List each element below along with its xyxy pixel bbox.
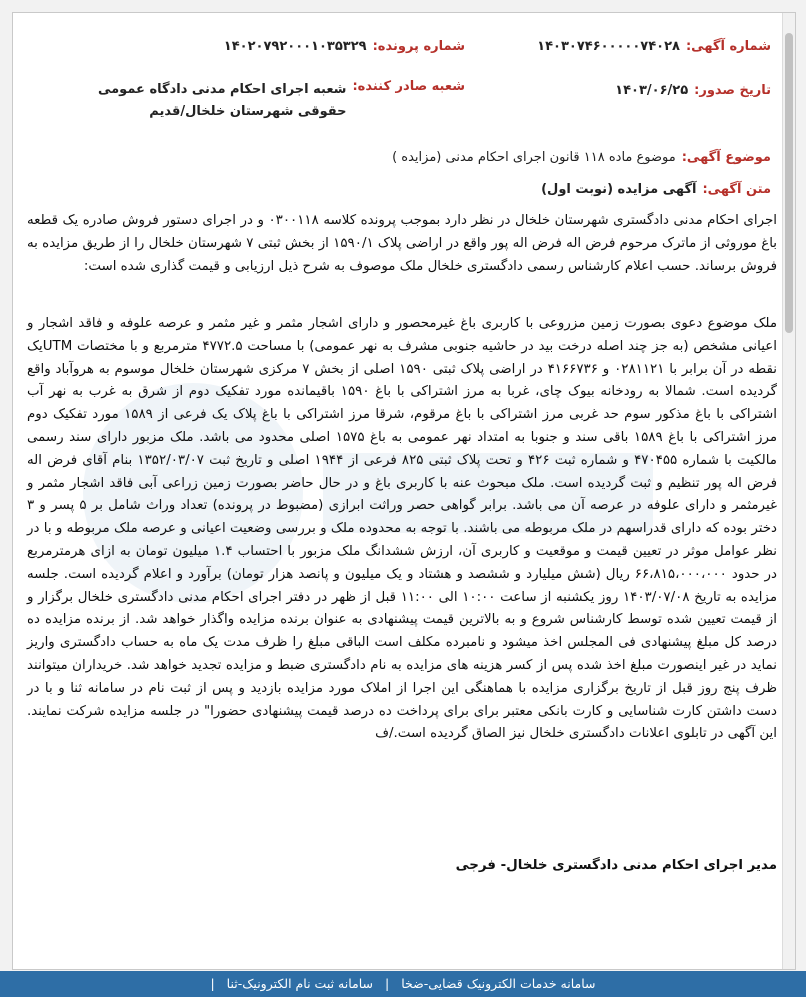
subject-value: موضوع ماده ۱۱۸ قانون اجرای احکام مدنی (مزایده ) — [392, 150, 676, 165]
document-page — [12, 12, 796, 970]
footer-bar — [0, 971, 806, 997]
issuer-row — [25, 79, 465, 123]
case-number-row — [224, 39, 465, 54]
issuer-value: شعبه اجرای احکام مدنی دادگاه عمومی حقوقی شهرستان خلخال/قدیم — [97, 82, 347, 119]
ad-number-row — [537, 39, 771, 54]
issue-date-label: تاریخ صدور: — [694, 83, 771, 98]
case-number-value: ۱۴۰۲۰۷۹۲۰۰۰۱۰۳۵۳۲۹ — [223, 39, 367, 54]
footer-link-sana[interactable]: سامانه ثبت نام الکترونیک-ثنا — [226, 976, 374, 991]
ad-title-row — [541, 182, 771, 197]
footer-link-zokha[interactable]: سامانه خدمات الکترونیک قضایی-ضخا — [401, 976, 596, 991]
subject-label: موضوع آگهی: — [681, 150, 771, 165]
ad-paragraph-details: ملک موضوع دعوی بصورت زمین مزروعی با کاربری باغ غیرمحصور و دارای اشجار مثمر و غیر مثمر و عرصه علوفه و فاقد اشجار و اعیانی مشخص (به جز چند اصله درخت بید در حاشیه جنوبی مشرف به نهر عمومی) با مساحت ۴۷۷۲.۵ مترمربع و با مختصات UTMیک نقطه در آن برابر با ۰۲۸۱۱۲۱ و ۴۱۶۶۷۳۶ در اراضی پلاک ثبتی ۱۵۹۰ اصلی از بخش ۷ مرکزی شهرستان خلخال موسوم به هروآباد واقع گردیده است. شمالا به رودخانه بیوک چای، غربا به مرز اشتراکی با باغ ۱۵۹۰ باقیمانده مورد تفکیک دوم از شرق به غرب به نهر آب اشتراکی با باغ مذکور سوم حد غربی مرز اشتراکی با باغ مرقوم، شرقا مرز اشتراکی با باغ پلاک یک فرعی از ۱۵۸۹ مورد تفکیک دوم مرز اشتراکی با باغ ۱۵۸۹ باقی سند و جنوبا به امتداد نهر عمومی به باغ ۱۵۷۵ اصلی محدود می باشد. ملک مزبور دارای سند رسمی مالکیت با شماره ۴۷۰۴۵۵ و شماره ثبت ۴۲۶ و تحت پلاک ثبتی ۸۲۵ فرعی از ۱۹۴۴ اصلی و تاریخ ثبت ۱۳۵۲/۰۳/۰۷ بنام آقای فرض اله فرض اله پور تنظیم و ثبت گردیده است. ملک مبحوث عنه با کاربری باغ و در حال حاضر بصورت زمین زراعی آبی فاقد اشجار مثمر و غیرمثمر و دارای علوفه در عرصه آن می باشد. برابر گواهی حصر وراثت ابرازی (مضبوط در پرونده) تعداد وراث شامل بر ۵ پسر و ۳ دختر بوده که دارای قدراسهم در ملک مربوطه می باشند. با توجه به محدوده ملک و بررسی وضعیت اعیانی و عرصه ملک مربوطه و با در نظر عوامل موثر در تعیین قیمت و موقعیت و کاربری آن، ارزش ششدانگ ملک مزبور با احتساب ۱.۴ میلیون تومان به ازای هرمترمربع در حدود ۶۶،۸۱۵،۰۰۰،۰۰۰ ریال (شش میلیارد و ششصد و هشتاد و یک میلیون و پانصد هزار تومان) برآورد و اعلام گردیده است. جلسه مزایده به تاریخ ۱۴۰۳/۰۷/۰۸ روز یکشنبه از ساعت ۱۰:۰۰ الی ۱۱:۰۰ قبل از ظهر در دفتر اجرای احکام مدنی دادگستری خلخال برگزار و از قیمت تعیین شده توسط کارشناس شروع و به بالاترین قیمت پیشنهادی به عنوان برنده مزایده واگذار خواهد شد. از برنده مزایده ده درصد کل مبلغ پیشنهادی فی المجلس اخذ میشود و نامبرده مکلف است الباقی مبلغ را ظرف مدت یک ماه به حساب دادگستری واریز نماید در غیر اینصورت مبلغ اخذ شده پس از کسر هزینه های مزایده به نام دادگستری ضبط و مزایده تجدید خواهد شد. خریداران میتوانند ظرف پنج روز قبل از تاریخ برگزاری مزایده با هماهنگی این اجرا از املاک مورد مزایده بازدید و پس از ثبت نام در سامانه ثنا و با در دست داشتن کارت شناسایی و کارت بانکی معتبر برای برای پرداخت ده درصد قیمت پیشنهادی حضورا" در جلسه مزایده شرکت نمایند. این آگهی در تابلوی اعلانات دادگستری خلخال نیز الصاق گردیده است./ف — [27, 316, 778, 742]
vertical-scrollbar[interactable] — [782, 13, 795, 969]
case-number-label: شماره پرونده: — [372, 39, 465, 54]
ad-paragraph-intro: اجرای احکام مدنی دادگستری شهرستان خلخال در نظر دارد بموجب پرونده کلاسه ۰۳۰۰۱۱۸ و در اجرای دستور فروش صادره یک قطعه باغ موروثی از ماترک مرحوم فرض اله فرض اله پور واقع در اراضی پلاک ۱۵۹۰/۱ از بخش ثبتی ۷ شهرستان خلخال را از طریق مزایده به فروش برساند. حسب اعلام کارشناس رسمی دادگستری خلخال ملک موصوف به شرح ذیل ارزیابی و قیمت گذاری شده است: — [27, 213, 778, 274]
ad-number-value: ۱۴۰۳۰۷۴۶۰۰۰۰۰۷۴۰۲۸ — [537, 39, 680, 54]
footer-separator: | — [385, 976, 390, 991]
ad-title: آگهی مزایده (نوبت اول) — [541, 182, 697, 197]
issuer-label: شعبه صادر کننده: — [352, 79, 465, 94]
ad-text-label: متن آگهی: — [702, 182, 771, 197]
ad-number-label: شماره آگهی: — [685, 39, 771, 54]
signature: مدیر اجرای احکام مدنی دادگستری خلخال- فرجی — [455, 858, 777, 873]
issue-date-value: ۱۴۰۳/۰۶/۲۵ — [615, 83, 689, 98]
footer-trailing-separator: | — [210, 976, 215, 991]
issue-date-row — [615, 83, 771, 98]
scrollbar-thumb[interactable] — [785, 33, 793, 333]
subject-row — [392, 150, 771, 165]
